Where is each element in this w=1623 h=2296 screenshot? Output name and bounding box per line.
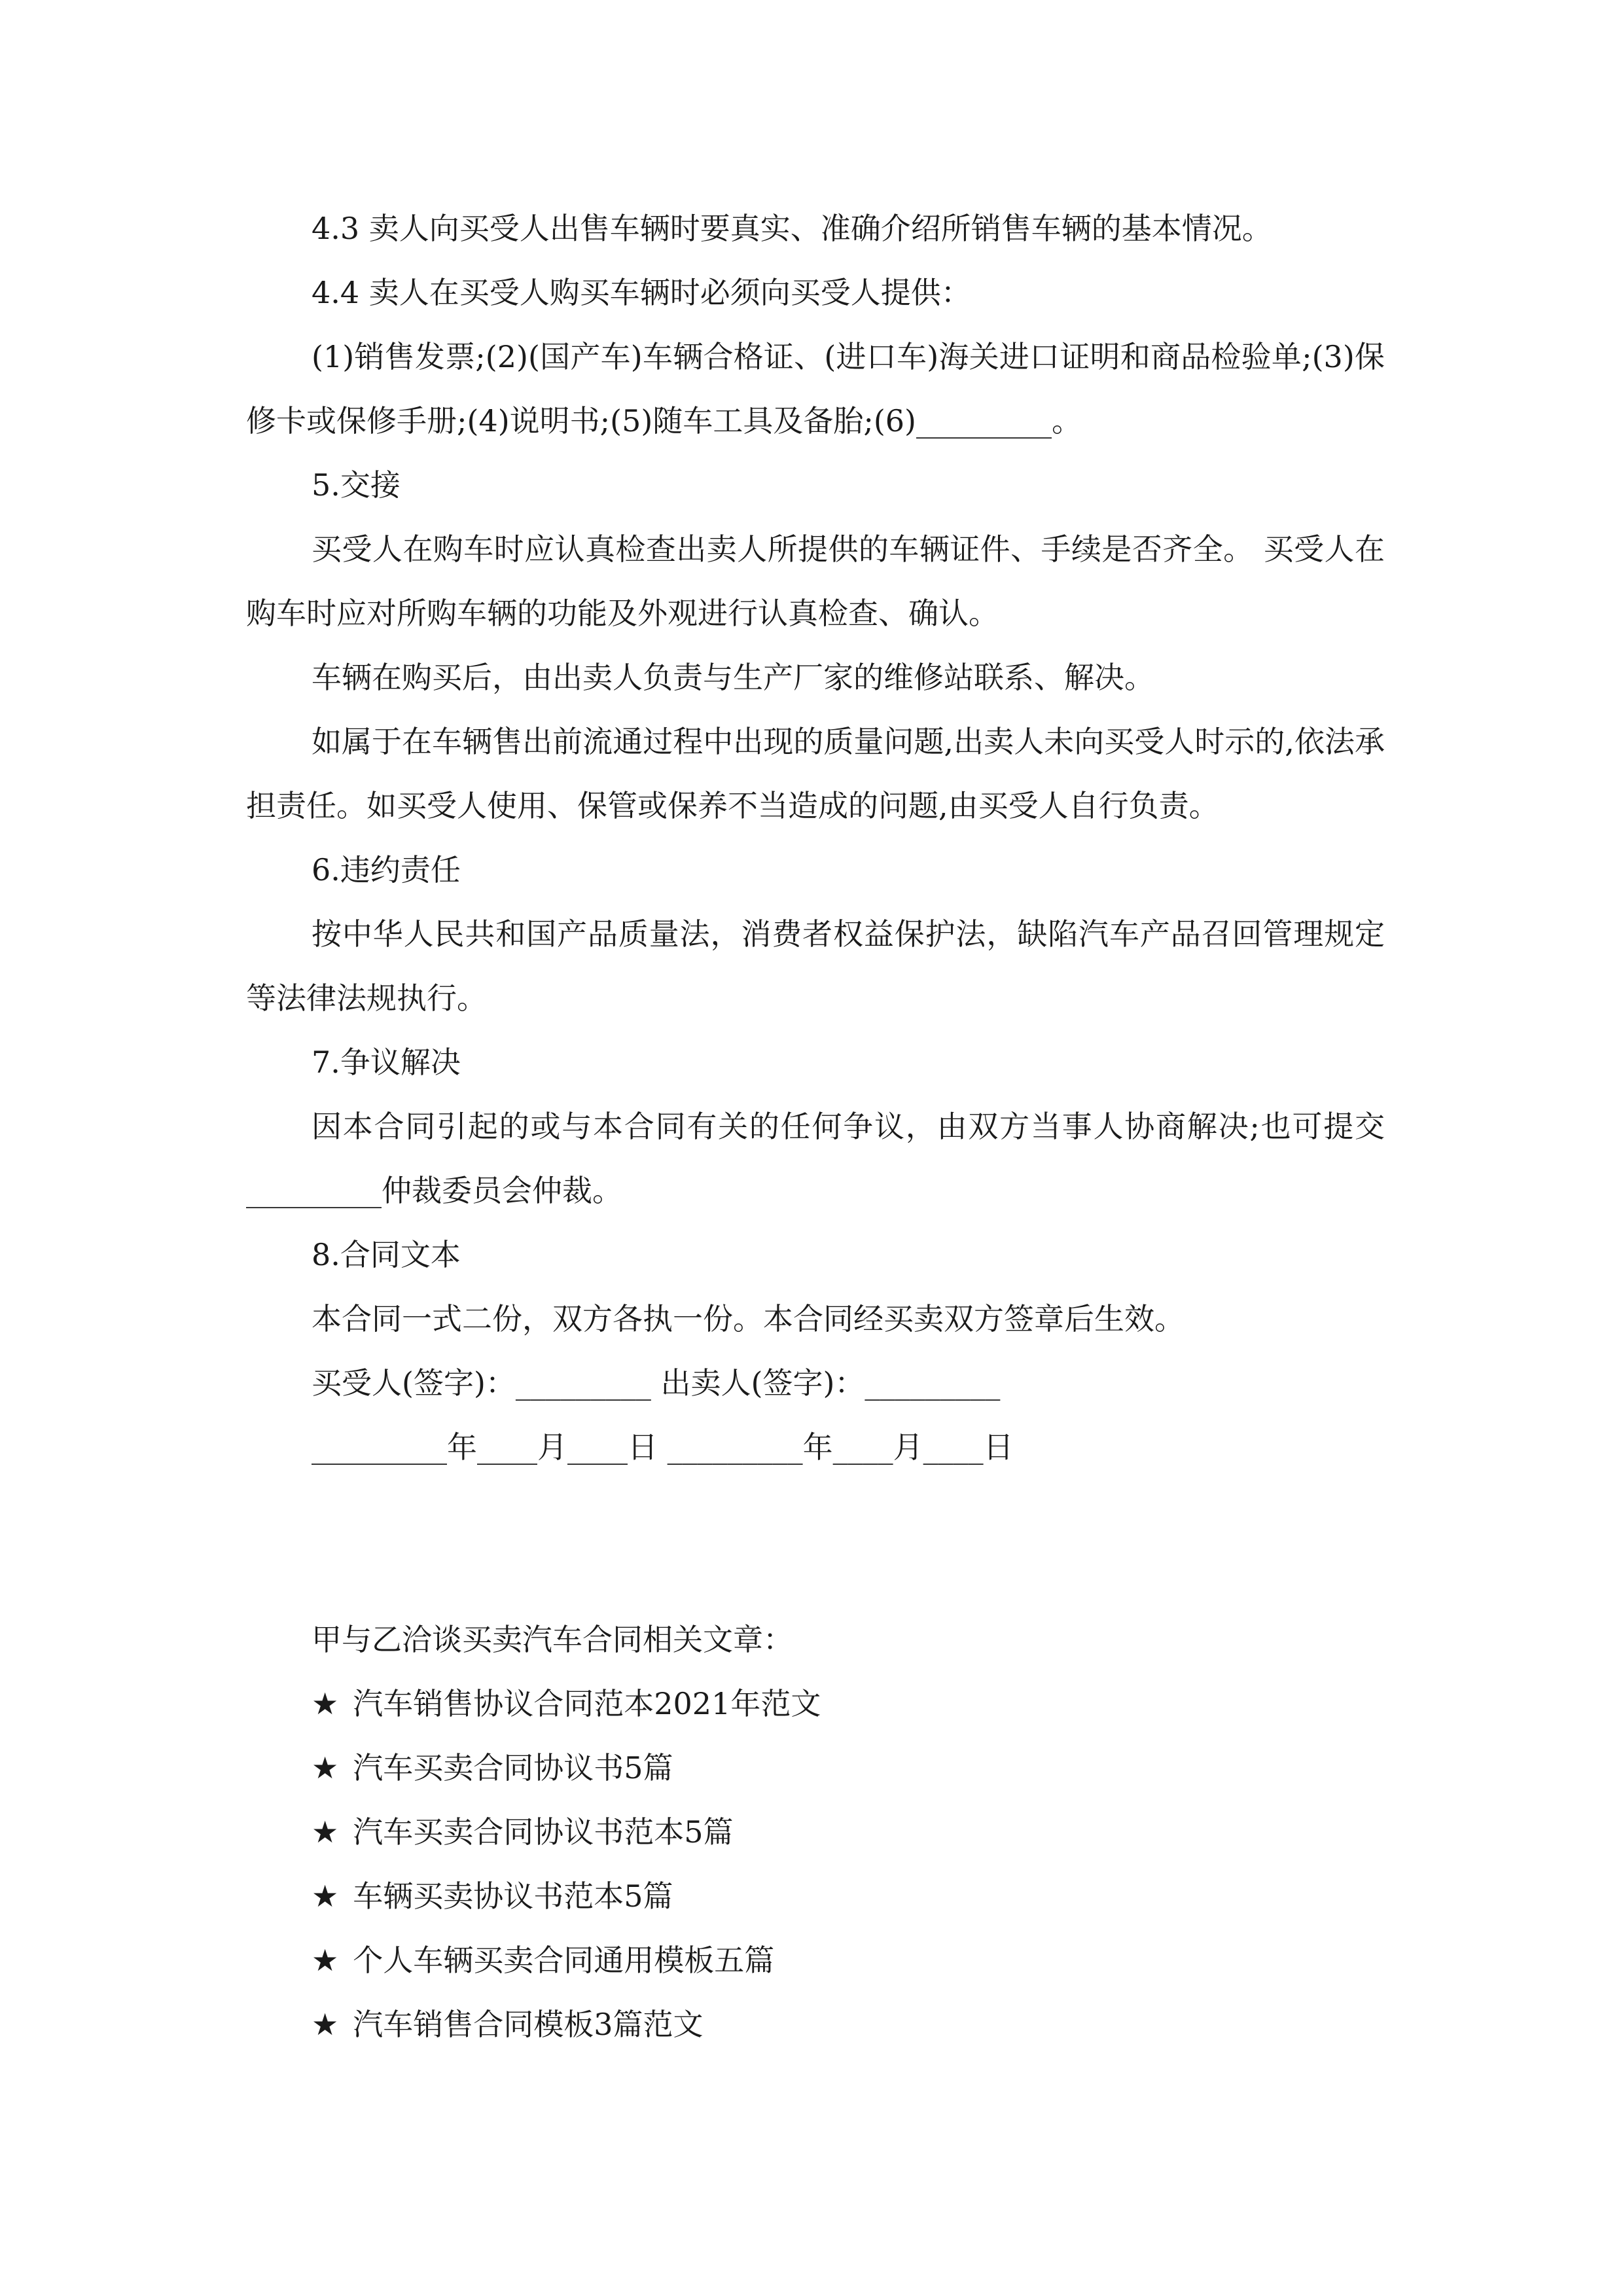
related-article-item[interactable] [246,1864,1385,1928]
related-article-link[interactable]: 汽车买卖合同协议书5篇 [353,1750,673,1785]
related-article-item[interactable] [246,1800,1385,1864]
clause-4-4: 4.4 卖人在买受人购买车辆时必须向买受人提供： [312,275,971,310]
related-article-item[interactable] [246,1992,1385,2056]
signature-line: 买受人(签字)：_________ 出卖人(签字)：_________ [312,1365,1001,1401]
section-6-title: 6.违约责任 [312,852,461,888]
section-6-paragraph-1: 按中华人民共和国产品质量法，消费者权益保护法，缺陷汽车产品召回管理规定等法律法规执行。 [246,916,1385,1016]
related-article-link[interactable]: 车辆买卖协议书范本5篇 [353,1878,673,1914]
document-page [246,196,1385,2056]
related-article-link[interactable]: 汽车销售合同模板3篇范文 [353,2007,704,2042]
section-5-title: 5.交接 [312,467,401,503]
section-8-paragraph-1: 本合同一式二份，双方各执一份。本合同经买卖双方签章后生效。 [312,1301,1185,1336]
star-icon: ★ [312,2007,339,2042]
section-7-title: 7.争议解决 [312,1045,461,1080]
star-icon: ★ [312,1750,339,1785]
date-line: _________年____月____日 _________年____月____日 [312,1429,1014,1465]
star-icon: ★ [312,1814,339,1850]
section-5-paragraph-3: 如属于在车辆售出前流通过程中出现的质量问题,出卖人未向买受人时示的,依法承担责任。如买受人使用、保管或保养不当造成的问题,由买受人自行负责。 [246,724,1385,823]
related-article-item[interactable] [246,1672,1385,1736]
related-article-link[interactable]: 个人车辆买卖合同通用模板五篇 [353,1943,775,1978]
section-7-paragraph-1: 因本合同引起的或与本合同有关的任何争议，由双方当事人协商解决;也可提交_________仲裁委员会仲裁。 [246,1109,1385,1208]
related-articles-list [246,1672,1385,2056]
star-icon: ★ [312,1686,339,1721]
related-article-link[interactable]: 汽车销售协议合同范本2021年范文 [353,1686,821,1721]
section-5-paragraph-2: 车辆在购买后，由出卖人负责与生产厂家的维修站联系、解决。 [312,660,1154,695]
related-articles-heading: 甲与乙洽谈买卖汽车合同相关文章： [312,1622,793,1657]
related-article-item[interactable] [246,1736,1385,1800]
star-icon: ★ [312,1943,339,1978]
section-5-paragraph-1: 买受人在购车时应认真检查出卖人所提供的车辆证件、手续是否齐全。 买受人在购车时应对所购车辆的功能及外观进行认真检查、确认。 [246,531,1385,631]
clause-4-3: 4.3 卖人向买受人出售车辆时要真实、准确介绍所销售车辆的基本情况。 [312,211,1272,246]
related-article-link[interactable]: 汽车买卖合同协议书范本5篇 [353,1814,734,1850]
clause-4-4-items: (1)销售发票;(2)(国产车)车辆合格证、(进口车)海关进口证明和商品检验单;(3)保修卡或保修手册;(4)说明书;(5)随车工具及备胎;(6)_________。 [246,339,1385,439]
related-article-item[interactable] [246,1928,1385,1992]
star-icon: ★ [312,1878,339,1914]
section-8-title: 8.合同文本 [312,1237,461,1272]
